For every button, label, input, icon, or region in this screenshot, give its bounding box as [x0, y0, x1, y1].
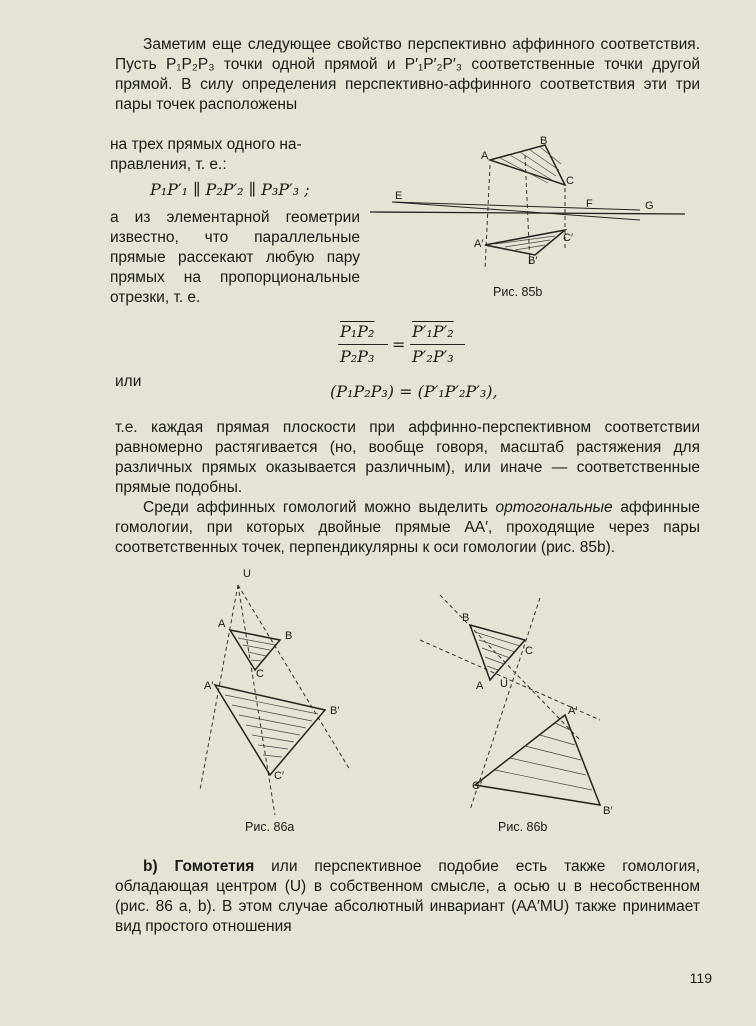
- fig85b-label-a: A: [481, 150, 489, 162]
- fig86b-caption: Рис. 86b: [498, 820, 548, 834]
- word-or: или: [115, 373, 142, 390]
- fig85b-label-g: G: [645, 200, 654, 212]
- fig86a-caption: Рис. 86а: [245, 820, 295, 834]
- fig86b-label-a: A: [476, 680, 484, 692]
- paragraph-intro: Заметим еще следующее свойство перспективно аффинного соответствия. Пусть P₁P₂P₃ точки одной прямой и P′₁P′₂P′₃ соответственные точки другой прямой. В силу определения перспективно-аффинного соответствия эти три пары точек расположены: [115, 36, 700, 113]
- parallel-formula: P₁P′₁ ∥ P₂P′₂ ∥ P₃P′₃ ;: [150, 180, 310, 199]
- fig86b-label-b1: B′: [603, 805, 613, 817]
- paragraph-homothety: b) Гомотетия или перспективное подобие есть также гомология, обладающая центром (U) в собственном смысле, а осью u в несобственном (рис. 86 a, b). В этом случае абсолютный инвариант (AA′MU) также принимает вид простого отношения: [115, 858, 700, 935]
- fig85b-label-b1: B′: [528, 255, 538, 267]
- fig86a-label-a: A: [218, 618, 226, 630]
- fig85b-label-f: F: [586, 198, 593, 210]
- left-col-text: а из элементарной геометрии известно, что параллельные прямые рассекают любую пару прямых на пропорциональные отрезки, т. е.: [110, 209, 360, 306]
- fig86a-label-c: C: [256, 668, 264, 680]
- paragraph-stretch: т.е. каждая прямая плоскости при аффинно-перспективном соответствии равномерно растягивается (но, вообще говоря, масштаб растяжения для различных прямых оказывается различным), или иначе — соответственные прямые подобны.: [115, 419, 700, 496]
- fig86b-label-b: B: [462, 612, 470, 624]
- cross-ratio-formula: (P₁P₂P₃) = (P′₁P′₂P′₃),: [330, 382, 498, 401]
- left-col-line2: правления, т. е.:: [110, 156, 227, 173]
- paragraph-orthogonal: Среди аффинных гомологий можно выделить ортогональные аффинные гомологии, при которых двойные прямые AA′, проходящие через пары соответственных точек, перпендикулярны к оси гомологии (рис. 85b).: [115, 499, 700, 556]
- fig85b-label-a1: A′: [474, 238, 484, 250]
- fig86a-label-b: B: [285, 630, 293, 642]
- fig85b-label-b: B: [540, 135, 548, 147]
- page-number: 119: [689, 970, 712, 986]
- ratio-num-right: P′₁P′₂: [412, 322, 454, 341]
- fig86a-label-b1: B′: [330, 705, 340, 717]
- ratio-den-right: P′₂P′₃: [412, 347, 454, 366]
- fig85b-label-c1: C′: [563, 232, 574, 244]
- fig86b-label-u: U: [500, 678, 508, 690]
- fig86b-label-a1: A′: [568, 705, 578, 717]
- fig86a-label-u: U: [243, 568, 251, 580]
- fig85b-label-e: E: [395, 190, 403, 202]
- fig86b-label-c1: C′: [472, 780, 483, 792]
- left-col-line1: на трех прямых одного на-: [110, 136, 302, 153]
- fig85b-label-c: C: [566, 175, 574, 187]
- homothety-heading: b) Гомотетия: [143, 858, 255, 875]
- ratio-num-left: P₁P₂: [340, 322, 375, 341]
- fig86a-label-a1: A′: [204, 680, 214, 692]
- ratio-den-left: P₂P₃: [340, 347, 375, 366]
- ratio-eq: =: [392, 335, 406, 354]
- fig85b-caption: Рис. 85b: [493, 285, 543, 299]
- fig86a-label-c1: C′: [274, 770, 285, 782]
- fig86b-label-c: C: [525, 645, 533, 657]
- orthogonal-term: ортогональные: [495, 499, 613, 516]
